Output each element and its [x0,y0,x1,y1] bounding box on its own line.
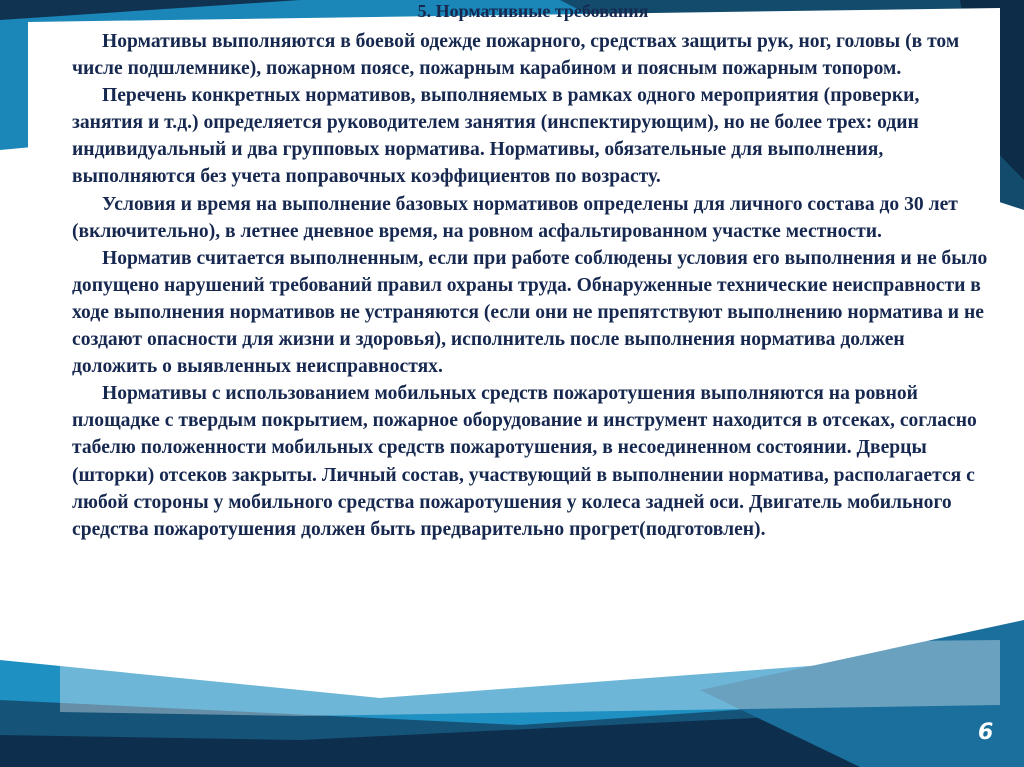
paragraph-equipment: Нормативы выполняются в боевой одежде пожарного, средствах защиты рук, ног, головы (в том числе подшлемнике), пожарном поясе, пожарным карабином и поясным пожарным топором. [72,31,960,80]
content-panel-lower [60,640,1000,716]
paragraph-completion-criteria: Норматив считается выполненным, если при работе соблюдены условия его выполнения и не было допущено нарушений требований правил охраны труда. Обнаруженные технические неисправности в ходе выполнения нормативов не устраняются (если они не препятствуют выполнению норматива и не создают опасности для жизни и здоровья), исполнитель после выполнения норматива должен доложить о выявленных неисправностях. [72,247,988,378]
slide-title: 5. Нормативные требования [417,1,649,21]
page-number: 6 [978,720,994,745]
slide-content [72,0,994,543]
paragraph-mobile-equipment: Нормативы с использованием мобильных средств пожаротушения выполняются на ровной площадке с твердым покрытием, пожарное оборудование и инструмент находится в отсеках, согласно табелю положенности мобильных средств пожаротушения, в несоединенном состоянии. Дверцы (шторки) отсеков закрыты. Личный состав, участвующий в выполнении норматива, располагается с любой стороны у мобильного средства пожаротушения у колеса задней оси. Двигатель мобильного средства пожаротушения должен быть предварительно прогрет(подготовлен). [72,383,977,540]
paragraph-norm-selection: Перечень конкретных нормативов, выполняемых в рамках одного мероприятия (проверки, занятия и т.д.) определяется руководителем занятия (инспектирующим), но не более трех: один индивидуальный и два групповых норматива. Нормативы, обязательные для выполнения, выполняются без учета поправочных коэффициентов по возрасту. [72,85,920,188]
paragraph-conditions: Условия и время на выполнение базовых нормативов определены для личного состава до 30 лет (включительно), в летнее дневное время, на ровном асфальтированном участке местности. [72,193,958,242]
